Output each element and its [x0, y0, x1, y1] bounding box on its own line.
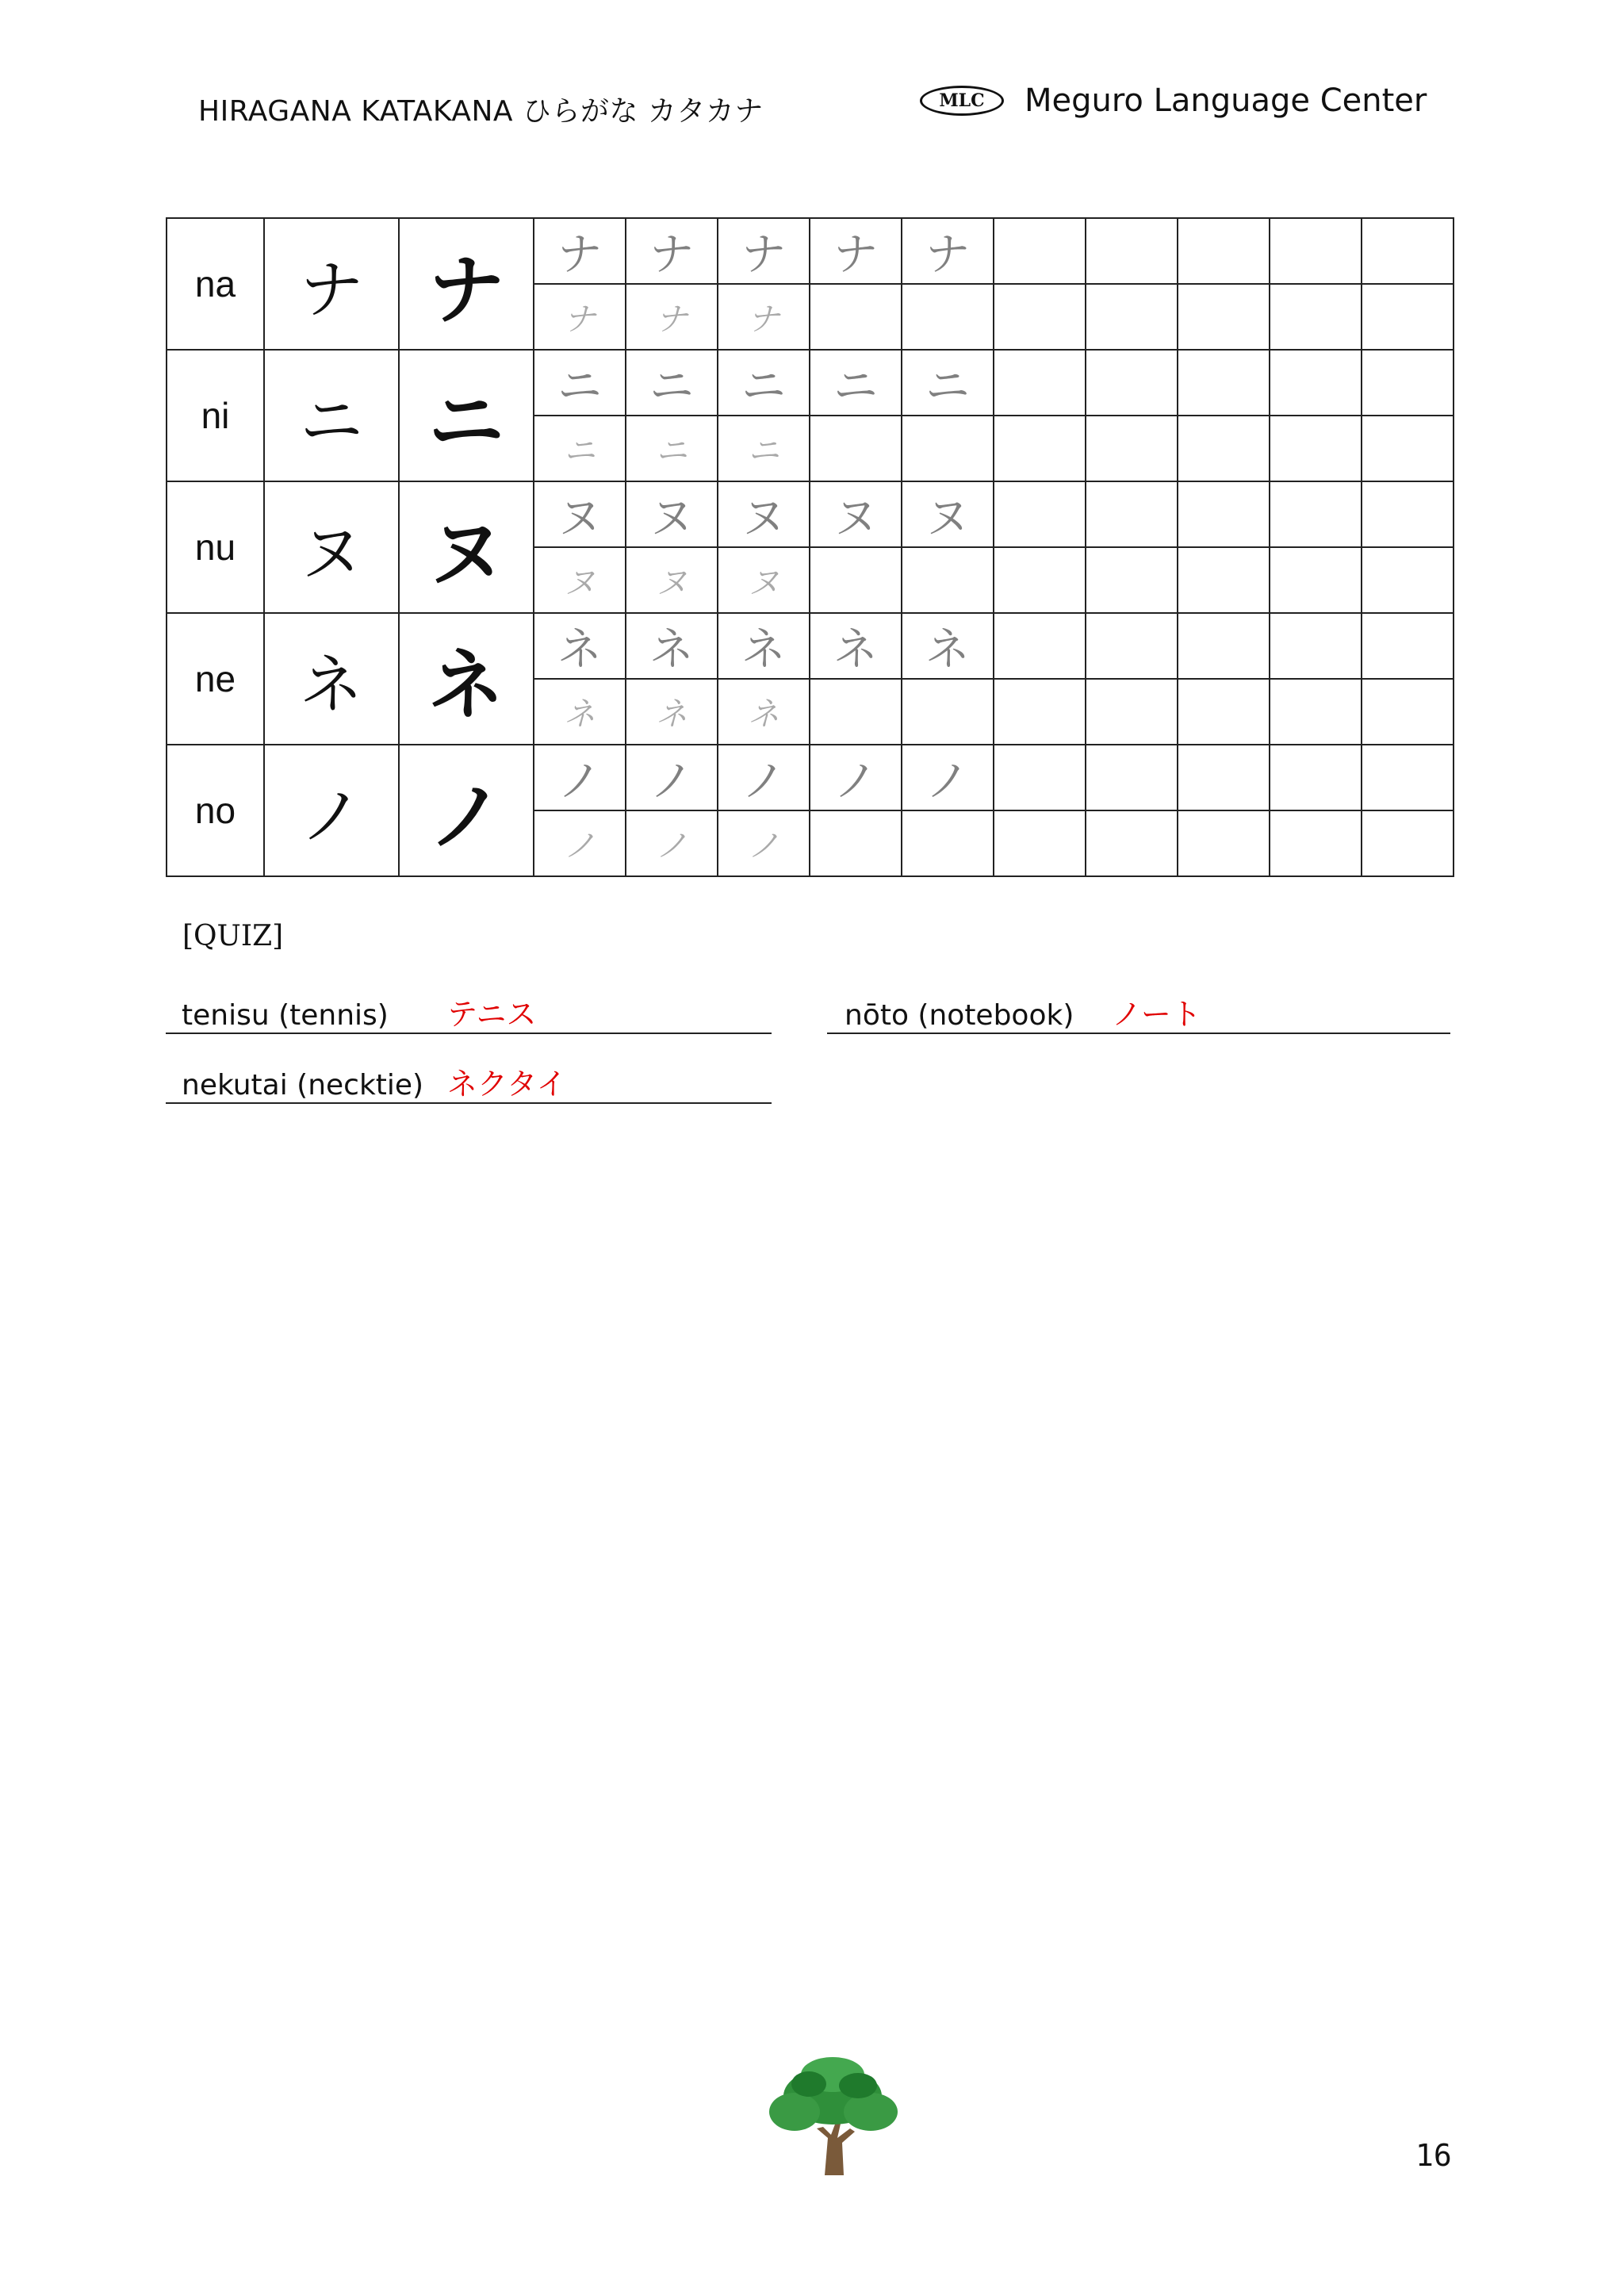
blank-cell	[1362, 679, 1454, 745]
blank-cell	[1270, 416, 1362, 481]
blank-cell	[1362, 547, 1454, 613]
stroke-guide-character: ノ	[718, 810, 810, 876]
tree-logo-icon	[761, 2052, 904, 2179]
model-character-bold: ナ	[399, 218, 534, 350]
blank-cell	[1362, 284, 1454, 350]
blank-cell	[994, 613, 1086, 679]
blank-cell	[994, 810, 1086, 876]
blank-cell	[1178, 284, 1270, 350]
blank-cell	[994, 284, 1086, 350]
blank-cell	[902, 284, 994, 350]
publisher-name: Meguro Language Center	[1025, 82, 1427, 119]
trace-character: ネ	[534, 613, 626, 679]
romaji-label: nu	[167, 481, 264, 613]
model-character-light: ノ	[264, 745, 399, 876]
stroke-guide-character: ヌ	[718, 547, 810, 613]
blank-cell	[1362, 218, 1454, 284]
blank-cell	[994, 481, 1086, 547]
blank-cell	[1270, 613, 1362, 679]
blank-cell	[1178, 350, 1270, 416]
model-character-light: ネ	[264, 613, 399, 745]
stroke-guide-character: ナ	[534, 284, 626, 350]
stroke-guide-character: ノ	[626, 810, 718, 876]
stroke-guide-character: ナ	[718, 284, 810, 350]
quiz-item-tenisu	[166, 990, 772, 1034]
trace-character: ニ	[626, 350, 718, 416]
trace-character: ナ	[718, 218, 810, 284]
romaji-label: no	[167, 745, 264, 876]
blank-cell	[1362, 350, 1454, 416]
model-character-bold: ノ	[399, 745, 534, 876]
model-character-bold: ニ	[399, 350, 534, 481]
blank-cell	[902, 547, 994, 613]
trace-character: ニ	[534, 350, 626, 416]
blank-cell	[1270, 218, 1362, 284]
model-character-light: ヌ	[264, 481, 399, 613]
blank-cell	[994, 745, 1086, 810]
blank-cell	[1178, 547, 1270, 613]
stroke-guide-character: ネ	[718, 679, 810, 745]
trace-character: ノ	[534, 745, 626, 810]
trace-character: ヌ	[902, 481, 994, 547]
blank-cell	[1086, 416, 1178, 481]
practice-row-no	[167, 745, 1454, 810]
blank-cell	[1086, 350, 1178, 416]
trace-character: ネ	[810, 613, 902, 679]
trace-character: ヌ	[718, 481, 810, 547]
quiz-answer: ネクタイ	[447, 1067, 567, 1102]
blank-cell	[994, 218, 1086, 284]
trace-character: ナ	[626, 218, 718, 284]
stroke-guide-character: ノ	[534, 810, 626, 876]
trace-character: ノ	[902, 745, 994, 810]
mlc-logo: MLC	[920, 86, 1004, 116]
blank-cell	[902, 416, 994, 481]
blank-cell	[1362, 745, 1454, 810]
practice-row-nu	[167, 481, 1454, 547]
trace-character: ナ	[902, 218, 994, 284]
model-character-light: ニ	[264, 350, 399, 481]
blank-cell	[902, 679, 994, 745]
stroke-guide-character: ヌ	[626, 547, 718, 613]
trace-character: ネ	[902, 613, 994, 679]
blank-cell	[1086, 284, 1178, 350]
stroke-guide-character: ニ	[718, 416, 810, 481]
blank-cell	[1270, 810, 1362, 876]
blank-cell	[1086, 613, 1178, 679]
stroke-guide-character: ネ	[534, 679, 626, 745]
trace-character: ナ	[810, 218, 902, 284]
stroke-guide-character: ネ	[626, 679, 718, 745]
trace-character: ネ	[626, 613, 718, 679]
blank-cell	[1270, 284, 1362, 350]
blank-cell	[1086, 218, 1178, 284]
model-character-light: ナ	[264, 218, 399, 350]
blank-cell	[810, 284, 902, 350]
blank-cell	[1362, 613, 1454, 679]
romaji-label: na	[167, 218, 264, 350]
trace-character: ニ	[902, 350, 994, 416]
blank-cell	[1086, 679, 1178, 745]
romaji-label: ni	[167, 350, 264, 481]
stroke-guide-character: ニ	[534, 416, 626, 481]
trace-character: ネ	[718, 613, 810, 679]
romaji-label: ne	[167, 613, 264, 745]
trace-character: ノ	[810, 745, 902, 810]
trace-character: ノ	[718, 745, 810, 810]
blank-cell	[1270, 745, 1362, 810]
blank-cell	[810, 679, 902, 745]
trace-character: ナ	[534, 218, 626, 284]
blank-cell	[1086, 810, 1178, 876]
blank-cell	[1270, 350, 1362, 416]
blank-cell	[994, 547, 1086, 613]
blank-cell	[1270, 547, 1362, 613]
stroke-guide-character: ナ	[626, 284, 718, 350]
blank-cell	[810, 810, 902, 876]
blank-cell	[1086, 745, 1178, 810]
page-number: 16	[1415, 2138, 1452, 2173]
quiz-item-noto	[827, 990, 1450, 1034]
blank-cell	[1362, 810, 1454, 876]
blank-cell	[1178, 416, 1270, 481]
blank-cell	[1178, 745, 1270, 810]
publisher-header	[920, 82, 1427, 119]
model-character-bold: ヌ	[399, 481, 534, 613]
quiz-answer: ノート	[1112, 997, 1201, 1032]
quiz-item-nekutai	[166, 1059, 772, 1104]
blank-cell	[902, 810, 994, 876]
practice-row-na	[167, 218, 1454, 284]
practice-grid	[166, 217, 1454, 877]
blank-cell	[1362, 416, 1454, 481]
blank-cell	[994, 679, 1086, 745]
blank-cell	[810, 547, 902, 613]
blank-cell	[1178, 810, 1270, 876]
stroke-guide-character: ヌ	[534, 547, 626, 613]
quiz-word: nekutai (necktie)	[182, 1069, 424, 1102]
blank-cell	[994, 416, 1086, 481]
blank-cell	[1178, 679, 1270, 745]
blank-cell	[810, 416, 902, 481]
quiz-title: [QUIZ]	[182, 920, 284, 952]
blank-cell	[994, 350, 1086, 416]
document-title: HIRAGANA KATAKANA ひらがな カタカナ	[198, 95, 764, 128]
trace-character: ニ	[718, 350, 810, 416]
practice-row-ni	[167, 350, 1454, 416]
trace-character: ヌ	[810, 481, 902, 547]
blank-cell	[1362, 481, 1454, 547]
blank-cell	[1270, 679, 1362, 745]
trace-character: ノ	[626, 745, 718, 810]
trace-character: ヌ	[626, 481, 718, 547]
quiz-word: tenisu (tennis)	[182, 999, 389, 1032]
blank-cell	[1086, 547, 1178, 613]
trace-character: ニ	[810, 350, 902, 416]
blank-cell	[1270, 481, 1362, 547]
blank-cell	[1178, 481, 1270, 547]
quiz-answer: テニス	[447, 997, 537, 1032]
trace-character: ヌ	[534, 481, 626, 547]
blank-cell	[1086, 481, 1178, 547]
practice-row-ne	[167, 613, 1454, 679]
blank-cell	[1178, 613, 1270, 679]
blank-cell	[1178, 218, 1270, 284]
model-character-bold: ネ	[399, 613, 534, 745]
quiz-word: nōto (notebook)	[845, 999, 1074, 1032]
stroke-guide-character: ニ	[626, 416, 718, 481]
